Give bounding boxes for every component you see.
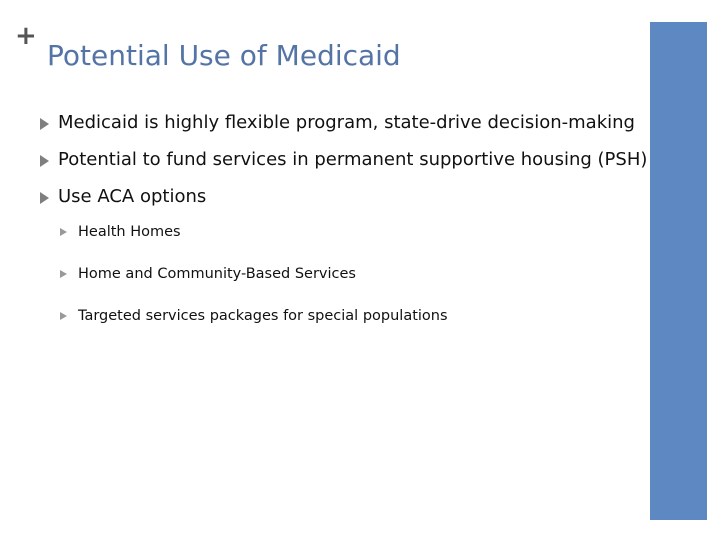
triangle-bullet-icon [60, 228, 67, 236]
bullet-text: Use ACA options [58, 186, 207, 207]
triangle-bullet-icon [60, 312, 67, 320]
slide-title: Potential Use of Medicaid [47, 39, 401, 72]
triangle-bullet-icon [40, 118, 49, 130]
triangle-bullet-icon [40, 192, 49, 204]
bullet-list [38, 110, 648, 348]
bullet-item [38, 184, 648, 210]
bullet-item [38, 147, 648, 173]
accent-bar [650, 22, 707, 520]
bullet-text: Potential to fund services in permanent supportive housing (PSH) [58, 149, 648, 170]
plus-mark-icon: + [15, 21, 37, 51]
sub-bullet-item [38, 222, 648, 242]
sub-bullet-item [38, 264, 648, 284]
sub-bullet-text: Health Homes [78, 224, 181, 240]
sub-bullet-item [38, 306, 648, 326]
bullet-item [38, 110, 648, 136]
bullet-text: Medicaid is highly flexible program, state-drive decision-making [58, 112, 635, 133]
sub-bullet-text: Home and Community-Based Services [78, 266, 356, 282]
triangle-bullet-icon [40, 155, 49, 167]
triangle-bullet-icon [60, 270, 67, 278]
sub-bullet-text: Targeted services packages for special populations [78, 308, 448, 324]
